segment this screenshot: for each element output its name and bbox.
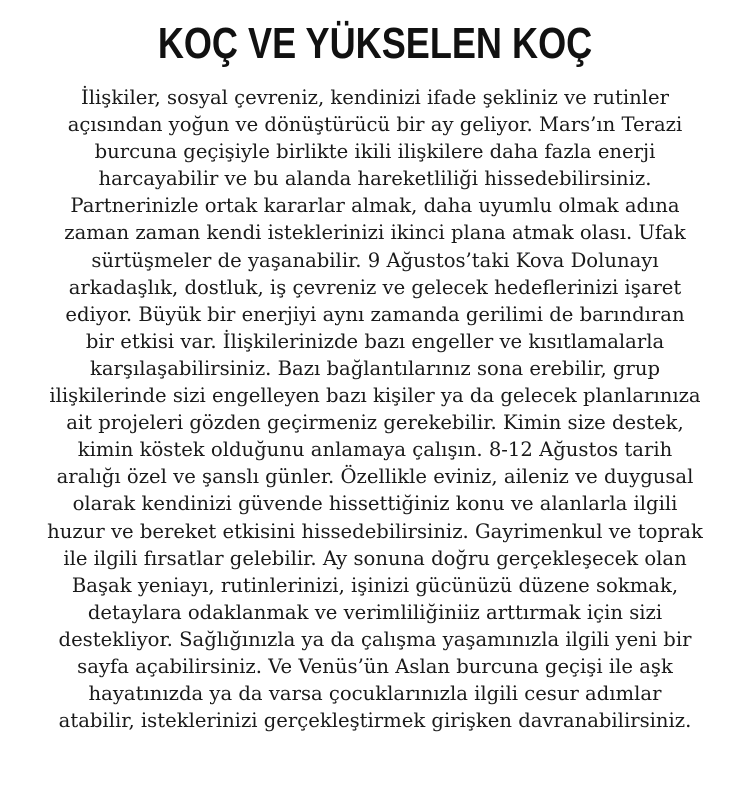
body-line: huzur ve bereket etkisini hissedebilirsiniz. Gayrimenkul ve toprak	[47, 519, 703, 543]
body-line: kimin köstek olduğunu anlamaya çalışın. 8-12 Ağustos tarih	[77, 438, 673, 462]
body-line: olarak kendinizi güvende hissettiğiniz konu ve alanlarla ilgili	[72, 492, 678, 516]
body-line: burcuna geçişiyle birlikte ikili ilişkilere daha fazla enerji	[94, 140, 656, 164]
body-line: açısından yoğun ve dönüştürücü bir ay geliyor. Mars’ın Terazi	[67, 113, 683, 137]
body-line: karşılaşabilirsiniz. Bazı bağlantılarınız sona erebilir, grup	[89, 356, 661, 380]
body-line: ediyor. Büyük bir enerjiyi aynı zamanda gerilimi de barındıran	[65, 302, 685, 326]
body-line: arkadaşlık, dostluk, iş çevreniz ve gelecek hedeflerinizi işaret	[68, 275, 682, 299]
body-line: İlişkiler, sosyal çevreniz, kendinizi ifade şekliniz ve rutinler	[81, 86, 669, 109]
body-line: harcayabilir ve bu alanda hareketliliği hissedebilirsiniz.	[98, 167, 652, 191]
body-line: destekliyor. Sağlığınızla ya da çalışma yaşamınızla ilgili yeni bir	[58, 627, 692, 651]
horoscope-body	[12, 84, 738, 734]
body-line: zaman zaman kendi isteklerinizi ikinci plana atmak olası. Ufak	[64, 221, 686, 245]
body-line: Başak yeniayı, rutinlerinizi, işinizi gücünüzü düzene sokmak,	[71, 573, 679, 597]
body-line: sürtüşmeler de yaşanabilir. 9 Ağustos’taki Kova Dolunayı	[91, 248, 659, 272]
body-line: Partnerinizle ortak kararlar almak, daha uyumlu olmak adına	[70, 194, 680, 218]
body-line: ile ilgili fırsatlar gelebilir. Ay sonuna doğru gerçekleşecek olan	[63, 546, 687, 570]
body-line: hayatınızda ya da varsa çocuklarınızla ilgili cesur adımlar	[88, 682, 662, 706]
page-title: KOÇ VE YÜKSELEN KOÇ	[157, 19, 593, 68]
body-line: bir etkisi var. İlişkilerinizde bazı engeller ve kısıtlamalarla	[85, 329, 665, 353]
body-line: detaylara odaklanmak ve verimliliğiniiz arttırmak için sizi	[87, 600, 663, 624]
body-line: ait projeleri gözden geçirmeniz gerekebilir. Kimin size destek,	[66, 411, 684, 435]
body-line: ilişkilerinde sizi engelleyen bazı kişiler ya da gelecek planlarınıza	[49, 384, 701, 408]
body-line: aralığı özel ve şanslı günler. Özellikle eviniz, aileniz ve duygusal	[56, 465, 694, 489]
body-line: sayfa açabilirsiniz. Ve Venüs’ün Aslan burcuna geçişi ile aşk	[77, 654, 673, 678]
body-line: atabilir, isteklerinizi gerçekleştirmek girişken davranabilirsiniz.	[58, 709, 692, 733]
